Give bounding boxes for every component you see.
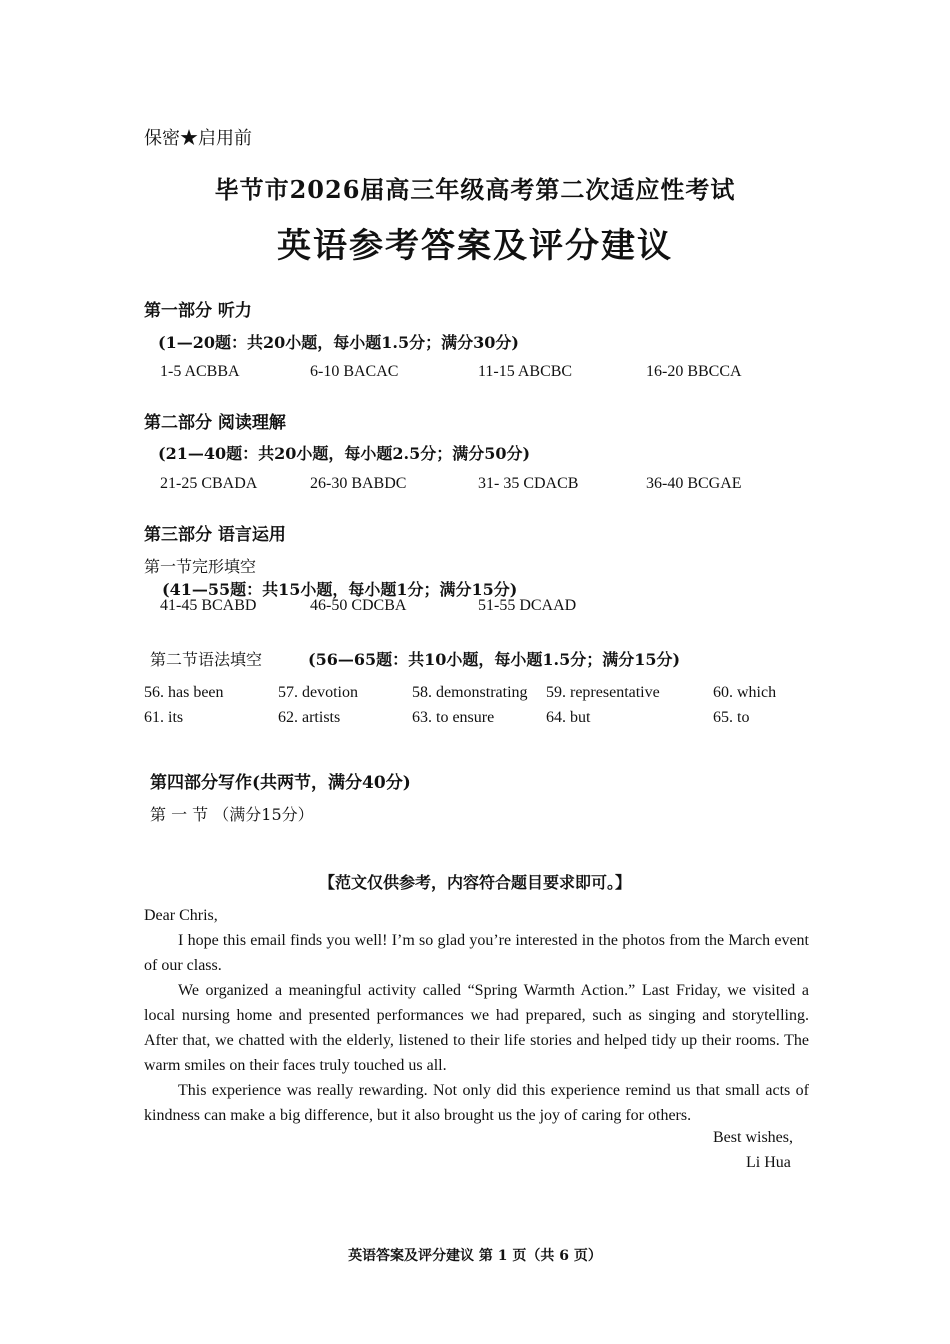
grammar-answer: 58. demonstrating <box>412 684 528 701</box>
part3-section2-note: (56—65题：共10小题，每小题1.5分；满分15分) <box>308 650 681 669</box>
answer-group: 51-55 DCAAD <box>478 597 577 614</box>
answer-group: 26-30 BABDC <box>310 475 407 492</box>
answer-group: 36-40 BCGAE <box>646 475 742 492</box>
part4-heading: 第四部分写作(共两节，满分40分) <box>150 773 411 793</box>
letter-paragraph: This experience was really rewarding. Not only did this experience remind us that small acts of kindness can make a big difference, but it also brought us the joy of caring for others. <box>144 1082 809 1124</box>
grammar-answer: 59. representative <box>546 684 660 701</box>
answer-group: 21-25 CBADA <box>160 475 258 492</box>
letter-paragraph: We organized a meaningful activity called “Spring Warmth Action.” Last Friday, we visited a local nursing home and presented performances we had prepared, such as singing and storytelling. After that, we chatted with the elderly, listened to their life stories and helped tidy up their rooms. The warm smiles on their faces truly touched us all. <box>144 982 809 1074</box>
sample-letter <box>144 903 809 1128</box>
document-title: 英语参考答案及评分建议 <box>277 226 673 266</box>
answer-group: 6-10 BACAC <box>310 363 399 380</box>
part3-section2-heading: 第二节语法填空 <box>150 650 263 669</box>
confidential-label: 保密★启用前 <box>144 128 252 149</box>
letter-signature: Li Hua <box>746 1154 791 1171</box>
letter-paragraph: I hope this email finds you well! I’m so glad you’re interested in the photos from the March event of our class. <box>144 932 809 974</box>
grammar-answer: 56. has been <box>144 684 224 701</box>
page-footer: 英语答案及评分建议 第 1 页（共 6 页） <box>348 1248 602 1264</box>
sample-note: 【范文仅供参考，内容符合题目要求即可。】 <box>318 873 631 892</box>
answer-group: 46-50 CDCBA <box>310 597 407 614</box>
part2-note: (21—40题：共20小题，每小题2.5分；满分50分) <box>158 444 531 463</box>
part4-section1-heading: 第 一 节 （满分15分） <box>150 805 314 824</box>
grammar-answer: 64. but <box>546 709 591 726</box>
part3-section1-heading: 第一节完形填空 <box>144 557 257 576</box>
grammar-answer: 63. to ensure <box>412 709 495 726</box>
answer-group: 41-45 BCABD <box>160 597 257 614</box>
answer-group: 31- 35 CDACB <box>478 475 579 492</box>
grammar-answer: 60. which <box>713 684 777 701</box>
grammar-answer: 57. devotion <box>278 684 358 701</box>
answer-group: 1-5 ACBBA <box>160 363 240 380</box>
answer-group: 16-20 BBCCA <box>646 363 742 380</box>
grammar-answer: 62. artists <box>278 709 341 726</box>
part3-heading: 第三部分 语言运用 <box>144 525 286 545</box>
letter-closing: Best wishes, <box>713 1129 793 1146</box>
part2-heading: 第二部分 阅读理解 <box>144 413 286 433</box>
part1-heading: 第一部分 听力 <box>144 301 252 321</box>
part3-section1-note: (41—55题：共15小题，每小题1分；满分15分) <box>162 580 518 599</box>
answer-group: 11-15 ABCBC <box>478 363 573 380</box>
exam-title: 毕节市2026届高三年级高考第二次适应性考试 <box>214 175 736 204</box>
grammar-answer: 65. to <box>713 709 750 726</box>
part1-note: (1—20题：共20小题，每小题1.5分；满分30分) <box>158 333 519 352</box>
letter-greeting: Dear Chris, <box>144 907 218 924</box>
grammar-answer: 61. its <box>144 709 184 726</box>
